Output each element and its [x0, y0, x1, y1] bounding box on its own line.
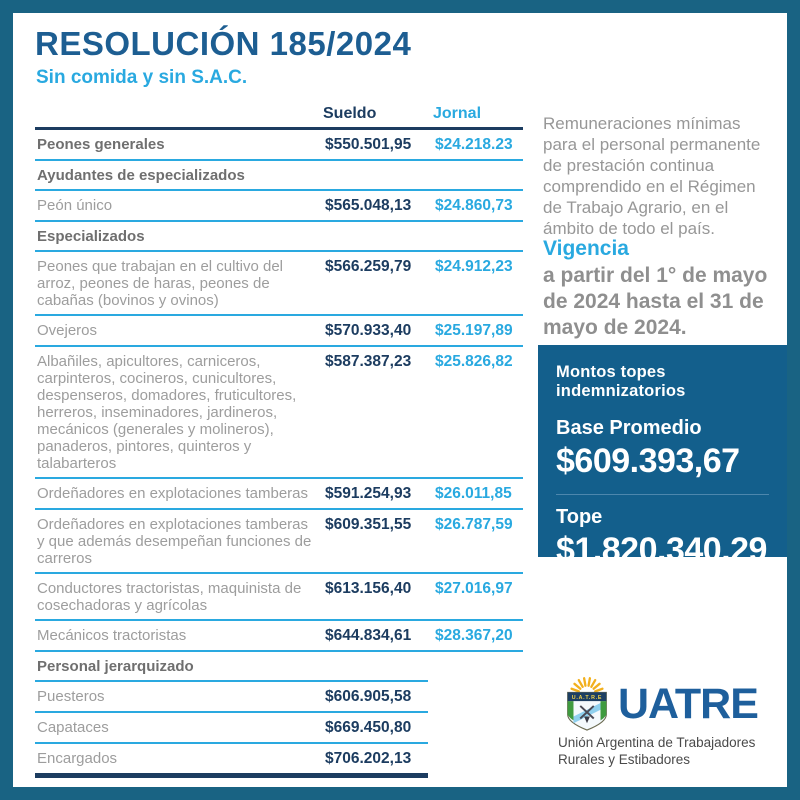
row-label: Capataces [37, 719, 109, 736]
row-label: Ayudantes de especializados [37, 167, 245, 184]
row-sueldo-value: $644.834,61 [325, 627, 412, 644]
row-jornal-value: $24.912,23 [435, 258, 513, 275]
row-jornal-value [435, 750, 523, 768]
column-header-jornal: Jornal [433, 105, 482, 122]
row-label: Peones que trabajan en el cultivo del arroz, peones de haras, peones de cabañas (bovinos y ovinos) [37, 258, 284, 309]
row-sueldo-value: $706.202,13 [325, 750, 412, 767]
table-row [35, 621, 523, 650]
table-row [35, 191, 523, 220]
row-label: Puesteros [37, 688, 105, 705]
row-sueldo-value: $565.048,13 [325, 197, 412, 214]
row-sueldo-value: $566.259,79 [325, 258, 412, 275]
row-jornal-value: $28.367,20 [435, 627, 513, 644]
row-jornal-value: $26.787,59 [435, 516, 513, 533]
row-sueldo-value [325, 658, 435, 675]
uatre-emblem-icon [558, 676, 616, 732]
row-jornal-value [435, 658, 523, 675]
table-row [35, 252, 523, 314]
uatre-caption: Unión Argentina de Trabajadores Rurales y Estibadores [558, 735, 756, 767]
row-label: Albañiles, apicultores, carniceros, carpinteros, cocineros, cunicultores, despenseros, domadores, fruticultores, herreros, inseminadores, jardineros, mecánicos (generales y molineros), panaderos, pintores, quinteros y talabarteros [37, 353, 297, 472]
table-section-row [35, 222, 523, 250]
base-promedio-value: $609.393,67 [556, 442, 740, 480]
row-sueldo-value: $613.156,40 [325, 580, 412, 597]
emblem-text: U.A.T.R.E [571, 695, 603, 702]
page-subtitle: Sin comida y sin S.A.C. [36, 67, 248, 88]
row-label: Encargados [37, 750, 118, 767]
row-label: Peón único [37, 197, 113, 214]
row-jornal-value [435, 228, 523, 245]
table-row [35, 479, 523, 508]
tope-label: Tope [556, 506, 603, 528]
uatre-wordmark: UATRE [618, 679, 758, 728]
topes-box [538, 345, 787, 569]
table-row [35, 347, 523, 477]
salary-table [35, 127, 523, 778]
row-divider [35, 773, 428, 778]
table-column-headers [35, 105, 523, 123]
row-sueldo-value [325, 228, 435, 245]
topes-divider [556, 494, 769, 495]
row-sueldo-value: $550.501,95 [325, 136, 412, 153]
row-jornal-value: $27.016,97 [435, 580, 513, 597]
row-label: Ordeñadores en explotaciones tamberas y que además desempeñan funciones de carreros [37, 516, 312, 567]
row-jornal-value: $25.197,89 [435, 322, 513, 339]
row-sueldo-value [325, 167, 435, 184]
row-jornal-value [435, 719, 523, 737]
row-jornal-value: $24.218.23 [435, 136, 513, 153]
content-area [13, 13, 787, 787]
row-label: Peones generales [37, 136, 165, 153]
page-title: RESOLUCIÓN 185/2024 [35, 25, 412, 62]
uatre-logo-row [558, 676, 776, 732]
table-row [35, 744, 523, 773]
table-row [35, 574, 523, 619]
table-row [35, 713, 523, 742]
row-label: Ovejeros [37, 322, 98, 339]
table-row [35, 510, 523, 572]
topes-title: Montos topes indemnizatorios [556, 363, 686, 400]
table-row [35, 316, 523, 345]
table-section-row [35, 652, 523, 680]
row-sueldo-value: $669.450,80 [325, 719, 412, 736]
row-sueldo-value: $570.933,40 [325, 322, 412, 339]
tope-value: $1.820.340,29 [556, 531, 767, 569]
row-label: Conductores tractoristas, maquinista de cosechadoras y agrícolas [37, 580, 302, 614]
row-sueldo-value: $609.351,55 [325, 516, 412, 533]
column-header-spacer [35, 105, 323, 123]
vigencia-heading: Vigencia [543, 237, 629, 260]
row-sueldo-value: $606.905,58 [325, 688, 412, 705]
row-jornal-value: $26.011,85 [435, 485, 512, 502]
base-promedio-label: Base Promedio [556, 417, 702, 439]
uatre-logo [558, 676, 776, 768]
row-label: Personal jerarquizado [37, 658, 194, 675]
row-label: Mecánicos tractoristas [37, 627, 187, 644]
row-sueldo-value: $591.254,93 [325, 485, 412, 502]
description-text: Remuneraciones mínimas para el personal permanente de prestación continua comprendido en el Régimen de Trabajo Agrario, en el ámbito de todo el país. [543, 114, 761, 238]
row-jornal-value: $25.826,82 [435, 353, 513, 370]
row-jornal-value [435, 167, 523, 184]
row-sueldo-value: $587.387,23 [325, 353, 412, 370]
table-row [35, 682, 523, 711]
row-label: Ordeñadores en explotaciones tamberas [37, 485, 308, 502]
table-section-row [35, 161, 523, 189]
column-header-sueldo: Sueldo [323, 105, 377, 122]
row-jornal-value: $24.860,73 [435, 197, 513, 214]
table-row [35, 130, 523, 159]
row-label: Especializados [37, 228, 145, 245]
row-jornal-value [435, 688, 523, 706]
vigencia-dates: a partir del 1° de mayo de 2024 hasta el 31 de mayo de 2024. [543, 264, 768, 339]
